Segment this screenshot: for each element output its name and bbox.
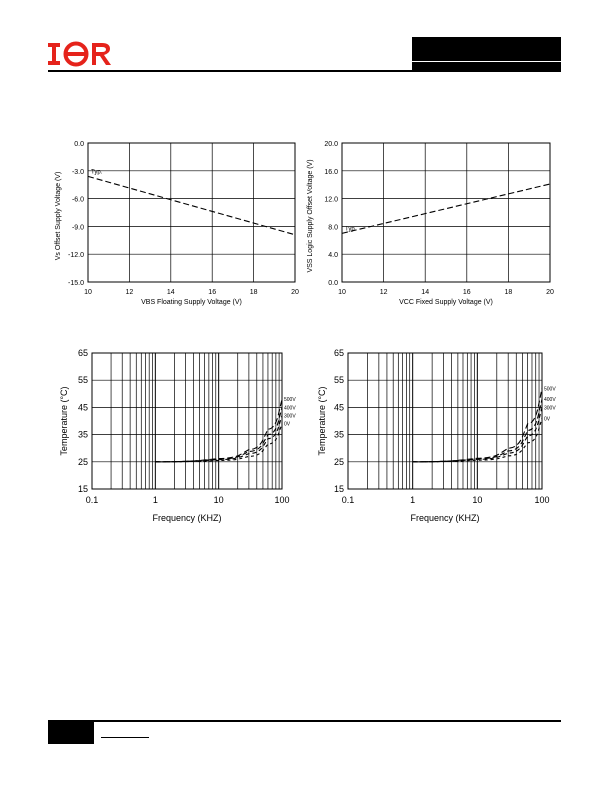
x-tick-label: 18 — [249, 289, 258, 296]
chart-temperature-freq-1 — [52, 343, 307, 528]
x-tick-label: 10 — [472, 495, 483, 505]
y-tick-label: 25 — [333, 456, 344, 467]
y-tick-label: 8.0 — [328, 224, 338, 232]
y-tick-label: -9.0 — [71, 224, 84, 232]
company-logo — [48, 40, 114, 68]
x-tick-label: 14 — [421, 289, 430, 296]
header-rule — [48, 70, 561, 72]
plot-frame — [92, 353, 282, 489]
x-tick-label: 100 — [534, 495, 550, 505]
x-tick-label: 10 — [84, 289, 92, 296]
y-tick-label: 0.0 — [328, 280, 338, 287]
series-label: 400V — [284, 405, 296, 412]
x-tick-label: 1 — [410, 495, 416, 505]
y-tick-label: 0.0 — [74, 141, 84, 148]
footer-rule — [48, 720, 561, 722]
series-line — [88, 176, 295, 234]
plot-frame — [88, 143, 295, 282]
y-tick-label: 20.0 — [324, 141, 338, 148]
y-tick-label: 55 — [77, 375, 88, 386]
series-line — [342, 184, 550, 233]
y-tick-label: -12.0 — [68, 252, 84, 260]
y-axis-label: Temperature (°C) — [317, 386, 327, 456]
series-label: 0V — [544, 416, 551, 423]
x-tick-label: 10 — [338, 289, 346, 296]
series-label: 400V — [544, 397, 556, 404]
series-label: 500V — [544, 386, 556, 393]
x-tick-label: 14 — [166, 289, 175, 296]
y-tick-label: -15.0 — [68, 280, 84, 287]
page-number-block — [48, 722, 94, 744]
x-tick-label: 0.1 — [85, 495, 99, 505]
y-tick-label: 55 — [333, 375, 344, 386]
x-axis-label: Frequency (KHZ) — [410, 513, 480, 523]
x-tick-label: 18 — [504, 289, 513, 296]
footer-short-rule — [101, 737, 149, 738]
y-tick-label: 45 — [333, 402, 344, 413]
y-tick-label: 65 — [333, 348, 344, 358]
x-axis-label: Frequency (KHZ) — [152, 513, 222, 523]
x-tick-label: 16 — [208, 289, 217, 296]
x-tick-label: 12 — [379, 289, 388, 296]
series-label: 300V — [544, 405, 556, 412]
x-axis-label: VCC Fixed Supply Voltage (V) — [399, 299, 493, 306]
series-label: 300V — [284, 413, 296, 420]
y-axis-label: Vs Offset Supply Voltage (V) — [55, 171, 62, 261]
chart-vss-offset — [307, 136, 560, 311]
x-tick-label: 100 — [274, 495, 290, 505]
series-label: 0V — [284, 421, 291, 428]
y-axis-label: VSS Logic Supply Offset Voltage (V) — [307, 159, 314, 273]
y-tick-label: 15 — [333, 484, 344, 494]
y-tick-label: 12.0 — [324, 196, 338, 204]
x-tick-label: 1 — [152, 495, 158, 505]
x-tick-label: 0.1 — [341, 495, 355, 505]
x-tick-label: 12 — [125, 289, 134, 296]
y-tick-label: 4.0 — [328, 252, 338, 260]
x-axis-label: VBS Floating Supply Voltage (V) — [141, 299, 242, 306]
y-tick-label: -6.0 — [71, 196, 84, 204]
header-title-block — [412, 37, 561, 72]
chart-temperature-freq-2 — [310, 343, 565, 528]
y-tick-label: -3.0 — [71, 168, 84, 176]
plot-frame — [342, 143, 550, 282]
y-tick-label: 45 — [77, 402, 88, 413]
series-label: Typ. — [91, 169, 103, 176]
x-tick-label: 20 — [546, 289, 554, 296]
x-tick-label: 20 — [291, 289, 299, 296]
y-tick-label: 65 — [77, 348, 88, 358]
y-tick-label: 35 — [77, 429, 88, 440]
series-label: 500V — [284, 397, 296, 404]
series-label: Typ. — [345, 226, 357, 233]
y-tick-label: 15 — [77, 484, 88, 494]
y-axis-label: Temperature (°C) — [59, 386, 69, 456]
plot-frame — [348, 353, 542, 489]
x-tick-label: 10 — [213, 495, 224, 505]
y-tick-label: 25 — [77, 456, 88, 467]
x-tick-label: 16 — [462, 289, 471, 296]
y-tick-label: 16.0 — [324, 168, 338, 176]
y-tick-label: 35 — [333, 429, 344, 440]
chart-vs-offset — [55, 136, 308, 311]
